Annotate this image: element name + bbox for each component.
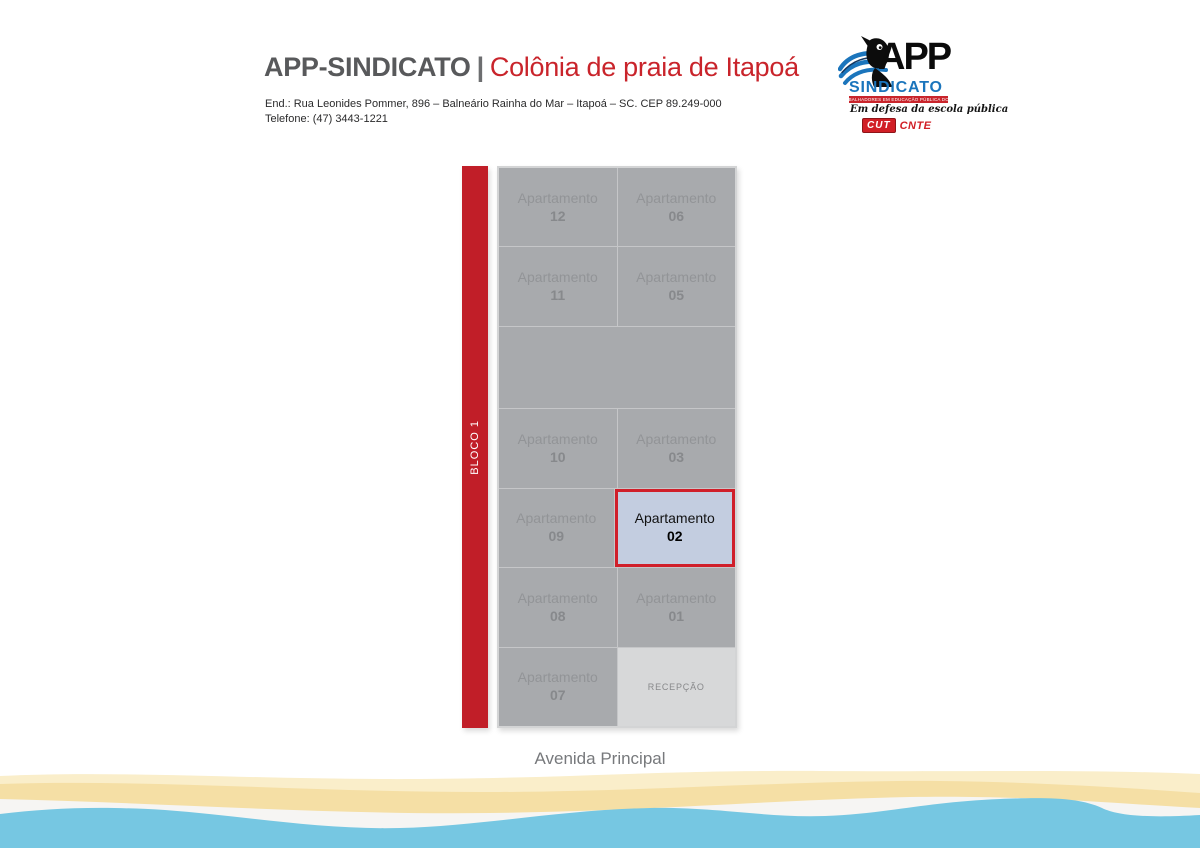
title-org: APP-SINDICATO	[264, 52, 471, 82]
apartment-label: Apartamento	[517, 431, 598, 448]
apartment-number: 10	[549, 449, 566, 466]
floor-row	[499, 409, 735, 487]
page-title	[264, 52, 799, 83]
building-common-area	[499, 327, 735, 409]
title-separator: |	[476, 52, 484, 82]
bloco-1-bar	[462, 166, 488, 728]
apartment-label: Apartamento	[634, 510, 715, 527]
building-floorplan	[497, 166, 737, 728]
logo-union-centrals	[862, 118, 932, 133]
floor-row	[499, 489, 735, 567]
apartment-cell-12[interactable]	[499, 168, 617, 246]
apartment-cell-09[interactable]	[499, 489, 614, 567]
apartment-number: 09	[548, 528, 565, 545]
logo-union-bar-text: DOS TRABALHADORES EM EDUCAÇÃO PÚBLICA DO PARANÁ	[827, 97, 970, 102]
floor-row	[499, 327, 735, 409]
floor-row	[499, 247, 735, 325]
phone-line: Telefone: (47) 3443-1221	[265, 113, 388, 125]
apartment-number: 08	[549, 607, 566, 624]
logo-sindicato-text: SINDICATO	[849, 79, 943, 96]
apartment-label: Apartamento	[636, 269, 717, 286]
apartment-label: Apartamento	[517, 669, 598, 686]
apartment-label: Apartamento	[636, 189, 717, 206]
apartment-number: 03	[668, 449, 685, 466]
apartment-cell-05[interactable]	[618, 247, 736, 325]
title-location: Colônia de praia de Itapoá	[489, 52, 799, 82]
logo-union-bar	[827, 96, 970, 103]
apartment-number: 06	[668, 207, 685, 224]
address-line: End.: Rua Leonides Pommer, 896 – Balneário Rainha do Mar – Itapoá – SC. CEP 89.249-000	[265, 98, 722, 110]
apartment-number: 05	[668, 287, 685, 304]
apartment-cell-07[interactable]	[499, 648, 617, 726]
cut-logo: CUT	[862, 118, 896, 133]
apartment-cell-08[interactable]	[499, 568, 617, 646]
contact-info	[265, 97, 722, 127]
cnte-logo: CNTE	[899, 119, 932, 132]
apartment-cell-06[interactable]	[618, 168, 736, 246]
reception-label: RECEPÇÃO	[647, 681, 705, 692]
apartment-cell-11[interactable]	[499, 247, 617, 325]
apartment-cell-03[interactable]	[618, 409, 736, 487]
apartment-label: Apartamento	[517, 189, 598, 206]
apartment-cell-01[interactable]	[618, 568, 736, 646]
apartment-label: Apartamento	[517, 269, 598, 286]
apartment-number: 12	[549, 207, 566, 224]
floor-row	[499, 648, 735, 726]
apartment-label: Apartamento	[636, 589, 717, 606]
apartment-cell-10[interactable]	[499, 409, 617, 487]
app-sindicato-logo	[827, 33, 1009, 133]
apartment-label: Apartamento	[516, 510, 597, 527]
reception-cell	[618, 648, 736, 726]
apartment-label: Apartamento	[636, 431, 717, 448]
apartment-number: 02	[666, 528, 683, 545]
apartment-label: Apartamento	[517, 589, 598, 606]
floor-row	[499, 568, 735, 646]
apartment-number: 11	[550, 287, 566, 304]
floor-row	[499, 168, 735, 246]
apartment-number: 01	[668, 607, 685, 624]
beach-waves-graphic	[0, 766, 1200, 848]
bloco-1-label: BLOCO 1	[469, 419, 481, 475]
apartment-cell-02-selected[interactable]	[615, 489, 736, 567]
logo-slogan: Em defesa da escola pública	[850, 104, 1009, 115]
logo-app-text: APP	[878, 36, 951, 78]
apartment-number: 07	[549, 687, 566, 704]
street-label: Avenida Principal	[534, 749, 666, 768]
